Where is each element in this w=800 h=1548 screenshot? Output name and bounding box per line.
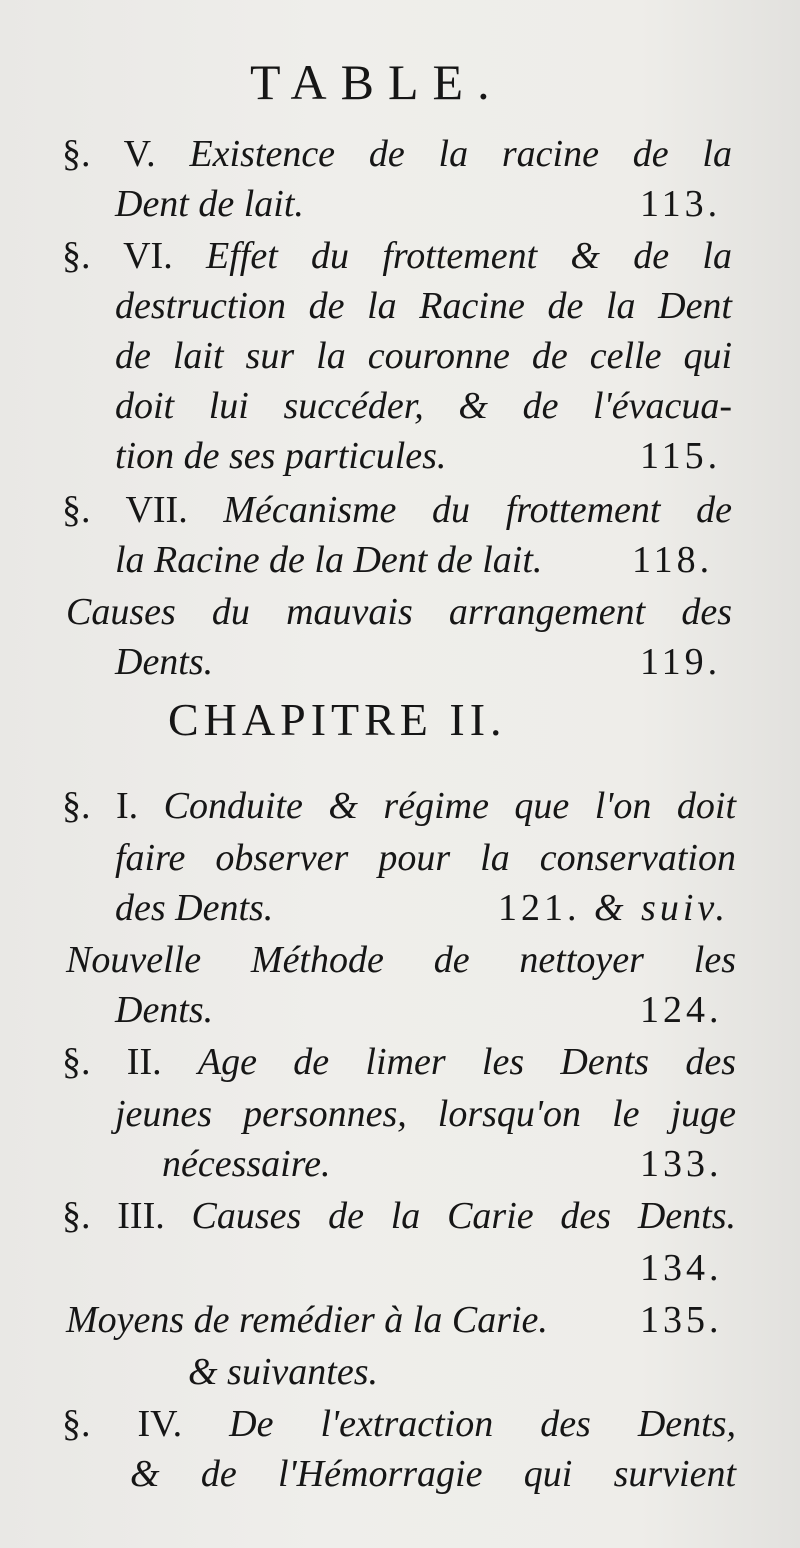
toc-line-24 <box>130 1448 736 1500</box>
toc-line-22 <box>188 1346 378 1398</box>
roman-text: §. II. <box>62 1041 198 1083</box>
toc-line-12 <box>62 780 736 832</box>
roman-text: 134. <box>640 1247 723 1289</box>
roman-text: 118. <box>632 539 714 581</box>
roman-text: §. VII. <box>62 489 224 531</box>
italic-text: faire observer pour la conservation <box>115 837 736 879</box>
toc-line-11 <box>115 636 213 688</box>
italic-text: la Racine de la Dent de lait. <box>115 539 543 581</box>
italic-text: de lait sur la couronne de celle qui <box>115 335 732 377</box>
italic-text: & suiv. <box>594 887 729 929</box>
roman-text: 135. <box>640 1299 723 1341</box>
italic-text: Dents. <box>115 641 214 683</box>
page-number-2 <box>640 430 721 482</box>
italic-text: Moyens de remédier à la Carie. <box>66 1299 548 1341</box>
italic-text: tion de ses particules. <box>115 435 447 477</box>
italic-text: Conduite & régime que l'on doit <box>163 785 736 827</box>
toc-line-17 <box>62 1036 736 1088</box>
italic-text: jeunes personnes, lorsqu'on le juge <box>115 1093 736 1135</box>
page-number-4 <box>640 636 721 688</box>
italic-text: doit lui succéder, & de l'évacua- <box>115 385 732 427</box>
roman-text: 124. <box>640 989 723 1031</box>
roman-text: 113. <box>640 183 722 225</box>
roman-text: §. I. <box>62 785 164 827</box>
roman-text: 121. <box>498 887 594 929</box>
italic-text: Causes de la Carie des Dents. <box>191 1195 737 1237</box>
italic-text: & de l'Hémorragie qui survient <box>130 1453 736 1495</box>
italic-text: destruction de la Racine de la Dent <box>115 285 732 327</box>
italic-text: Dents. <box>115 989 214 1031</box>
toc-line-14 <box>115 882 273 934</box>
page-number-1 <box>640 178 721 230</box>
italic-text: Age de limer les Dents des <box>197 1041 736 1083</box>
toc-line-18 <box>115 1088 736 1140</box>
roman-text: 133. <box>640 1143 723 1185</box>
chapter-heading: CHAPITRE II. <box>168 694 507 745</box>
italic-text: nécessaire. <box>162 1143 331 1185</box>
toc-line-13 <box>115 832 736 884</box>
page-number-9 <box>640 1294 723 1346</box>
roman-text: §. VI. <box>62 235 206 277</box>
roman-text: §. IV. <box>62 1403 230 1445</box>
toc-line-4 <box>115 280 732 332</box>
italic-text: Causes du mauvais arrangement des <box>66 591 732 633</box>
italic-text: Effet du frottement & de la <box>206 235 732 277</box>
toc-line-7 <box>115 430 446 482</box>
toc-line-8 <box>62 484 732 536</box>
italic-text: De l'extraction des Dents, <box>229 1403 736 1445</box>
page-number-6 <box>640 984 723 1036</box>
toc-line-16 <box>115 984 213 1036</box>
italic-text: Nouvelle Méthode de nettoyer les <box>66 939 736 981</box>
toc-line-10 <box>66 586 732 638</box>
toc-line-2 <box>115 178 304 230</box>
running-header: TABLE. <box>250 54 504 110</box>
roman-text: §. III. <box>62 1195 192 1237</box>
toc-line-1 <box>62 128 732 180</box>
italic-text: Existence de la racine de la <box>189 133 732 175</box>
page-number-5 <box>498 882 729 934</box>
toc-line-15 <box>66 934 736 986</box>
toc-line-21 <box>66 1294 548 1346</box>
page-number-7 <box>640 1138 723 1190</box>
toc-line-23 <box>62 1398 736 1450</box>
roman-text: 115. <box>640 435 722 477</box>
roman-text: §. V. <box>62 133 190 175</box>
roman-text: 119. <box>640 641 722 683</box>
italic-text: Dent de lait. <box>115 183 304 225</box>
italic-text: des Dents. <box>115 887 274 929</box>
italic-text: & suivantes. <box>188 1351 378 1393</box>
italic-text: Mécanisme du frottement de <box>223 489 732 531</box>
toc-line-9 <box>115 534 542 586</box>
toc-line-19 <box>162 1138 330 1190</box>
toc-line-5 <box>115 330 732 382</box>
toc-line-20 <box>62 1190 736 1242</box>
page-number-3 <box>632 534 713 586</box>
toc-line-6 <box>115 380 732 432</box>
page-number-8 <box>640 1242 723 1294</box>
toc-line-3 <box>62 230 732 282</box>
